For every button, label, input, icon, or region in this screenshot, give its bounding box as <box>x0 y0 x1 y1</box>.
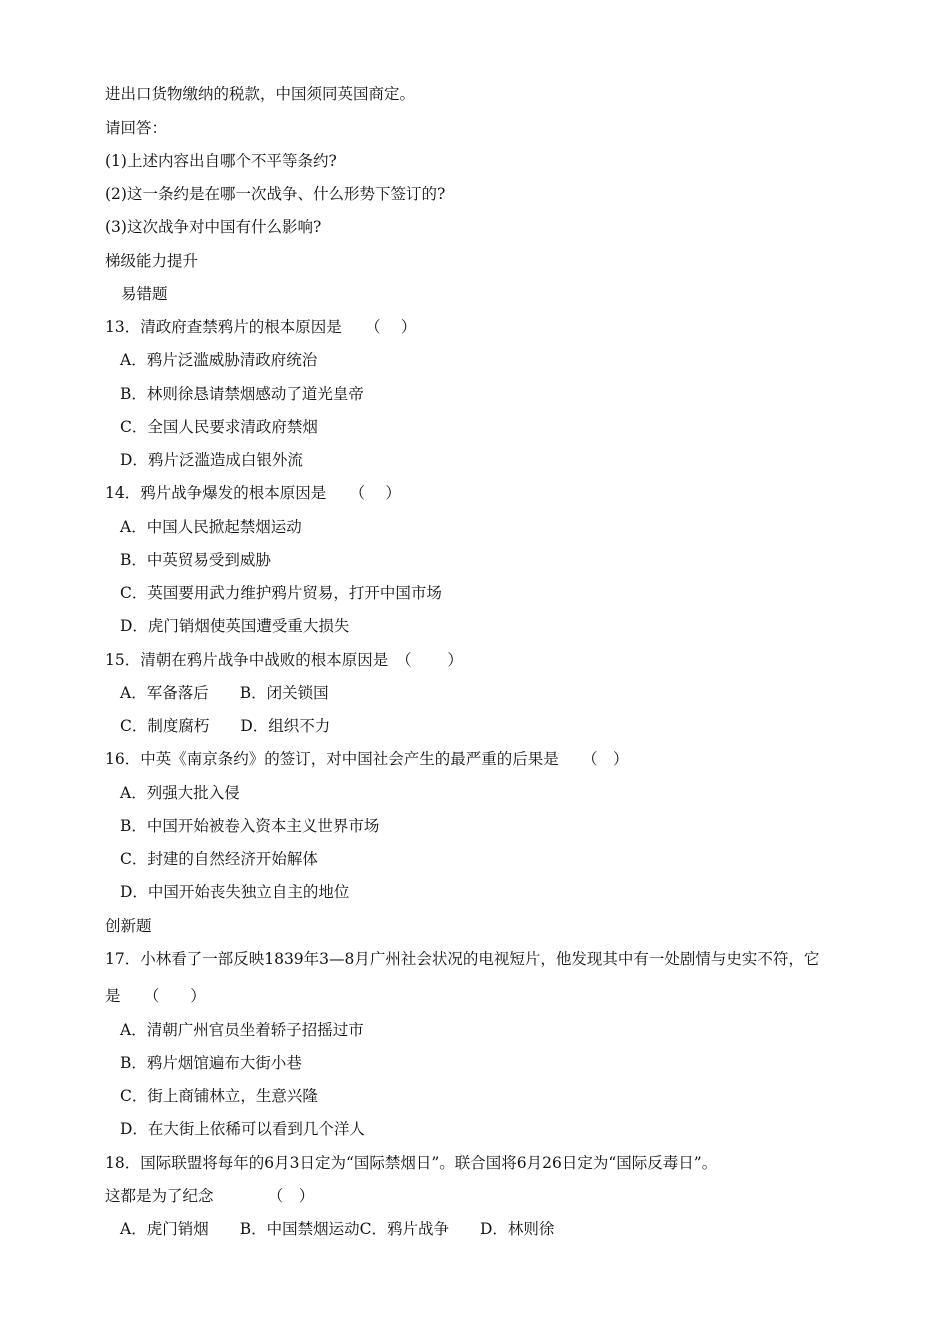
question-13-option-d: D．鸦片泛滥造成白银外流 <box>120 451 303 469</box>
question-16-option-c: C．封建的自然经济开始解体 <box>120 850 318 868</box>
question-16-option-a: A．列强大批入侵 <box>120 784 240 802</box>
question-15-options-cd: C．制度腐朽 D．组织不力 <box>120 717 331 735</box>
sub-question-2: (2)这一条约是在哪一次战争、什么形势下签订的? <box>105 185 446 203</box>
section-heading-error-prone: 易错题 <box>121 285 168 303</box>
question-14-option-a: A．中国人民掀起禁烟运动 <box>120 518 302 536</box>
answer-prompt: 请回答： <box>105 119 168 137</box>
question-13-option-a: A．鸦片泛滥威胁清政府统治 <box>120 351 318 369</box>
question-15-stem: 15．清朝在鸦片战争中战败的根本原因是 （ ） <box>105 651 463 669</box>
section-heading-innovation: 创新题 <box>105 917 152 935</box>
question-17-option-c: C．街上商铺林立，生意兴隆 <box>120 1087 318 1105</box>
question-13-stem: 13．清政府查禁鸦片的根本原因是 （ ） <box>105 318 417 336</box>
question-14-option-b: B．中英贸易受到威胁 <box>120 551 271 569</box>
question-17-option-d: D．在大街上依稀可以看到几个洋人 <box>120 1120 365 1138</box>
question-17-stem: 17．小林看了一部反映1839年3—8月广州社会状况的电视短片，他发现其中有一处剧情与史实不符，它 <box>105 950 820 968</box>
question-17-option-b: B．鸦片烟馆遍布大街小巷 <box>120 1054 302 1072</box>
question-18-stem-continued: 这都是为了纪念 （ ） <box>105 1187 315 1205</box>
sub-question-3: (3)这次战争对中国有什么影响? <box>105 218 322 236</box>
question-13-option-c: C．全国人民要求清政府禁烟 <box>120 418 318 436</box>
question-13-option-b: B．林则徐恳请禁烟感动了道光皇帝 <box>120 385 364 403</box>
question-15-options-ab: A．军备落后 B．闭关锁国 <box>120 684 329 702</box>
question-18-stem: 18．国际联盟将每年的6月3日定为“国际禁烟日”。联合国将6月26日定为“国际反毒日”。 <box>105 1154 718 1172</box>
intro-text: 进出口货物缴纳的税款，中国须同英国商定。 <box>105 85 416 103</box>
section-heading-ability: 梯级能力提升 <box>105 252 199 270</box>
question-17-option-a: A．清朝广州官员坐着轿子招摇过市 <box>120 1021 364 1039</box>
sub-question-1: (1)上述内容出自哪个不平等条约? <box>105 152 337 170</box>
question-17-stem-continued: 是 （ ） <box>105 987 206 1005</box>
question-14-stem: 14．鸦片战争爆发的根本原因是 （ ） <box>105 484 401 502</box>
question-16-stem: 16．中英《南京条约》的签订，对中国社会产生的最严重的后果是 （ ） <box>105 750 629 768</box>
question-16-option-d: D．中国开始丧失独立自主的地位 <box>120 883 350 901</box>
question-14-option-d: D．虎门销烟使英国遭受重大损失 <box>120 617 350 635</box>
question-16-option-b: B．中国开始被卷入资本主义世界市场 <box>120 817 380 835</box>
question-14-option-c: C．英国要用武力维护鸦片贸易，打开中国市场 <box>120 584 442 602</box>
question-18-options: A．虎门销烟 B．中国禁烟运动C．鸦片战争 D．林则徐 <box>120 1220 555 1238</box>
